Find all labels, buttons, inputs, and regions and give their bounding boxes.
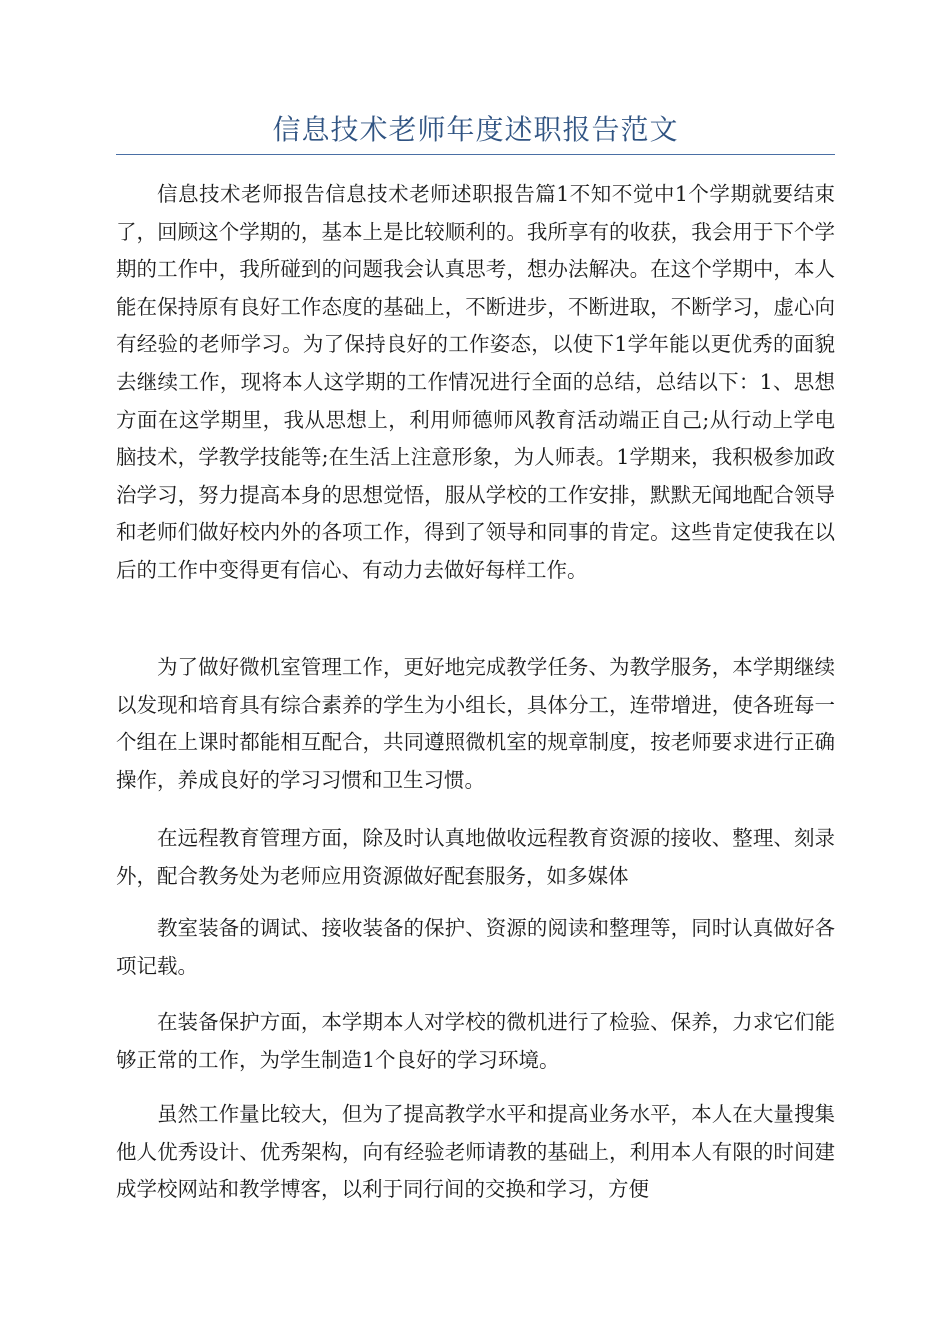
paragraph-1: 信息技术老师报告信息技术老师述职报告篇1不知不觉中1个学期就要结束了，回顾这个学期的，基本上是比较顺利的。我所享有的收获，我会用于下个学期的工作中，我所碰到的问题我会认真思考，想办法解决。在这个学期中，本人能在保持原有良好工作态度的基础上，不断进步，不断进取，不断学习，虚心向有经验的老师学习。为了保持良好的工作姿态，以使下1学年能以更优秀的面貌去继续工作，现将本人这学期的工作情况进行全面的总结，总结以下：1、思想方面在这学期里，我从思想上，利用师德师风教育活动端正自己;从行动上学电脑技术，学教学技能等;在生活上注意形象，为人师表。1学期来，我积极参加政治学习，努力提高本身的思想觉悟，服从学校的工作安排，默默无闻地配合领导和老师们做好校内外的各项工作，得到了领导和同事的肯定。这些肯定使我在以后的工作中变得更有信心、有动力去做好每样工作。 (116, 182, 835, 582)
paragraph-6: 虽然工作量比较大，但为了提高教学水平和提高业务水平，本人在大量搜集他人优秀设计、优秀架构，向有经验老师请教的基础上，利用本人有限的时间建成学校网站和教学博客，以利于同行间的交换和学习，方便 (116, 1102, 835, 1202)
paragraph-2: 为了做好微机室管理工作，更好地完成教学任务、为教学服务，本学期继续以发现和培育具有综合素养的学生为小组长，具体分工，连带增进，使各班每一个组在上课时都能相互配合，共同遵照微机室的规章制度，按老师要求进行正确操作，养成良好的学习习惯和卫生习惯。 (116, 655, 835, 792)
title-underline (116, 154, 835, 155)
paragraph-3: 在远程教育管理方面，除及时认真地做收远程教育资源的接收、整理、刻录外，配合教务处为老师应用资源做好配套服务，如多媒体 (116, 826, 835, 888)
paragraph-5: 在装备保护方面，本学期本人对学校的微机进行了检验、保养，力求它们能够正常的工作，为学生制造1个良好的学习环境。 (116, 1010, 835, 1072)
document-title: 信息技术老师年度述职报告范文 (272, 113, 679, 146)
paragraph-4: 教室装备的调试、接收装备的保护、资源的阅读和整理等，同时认真做好各项记载。 (116, 916, 835, 978)
